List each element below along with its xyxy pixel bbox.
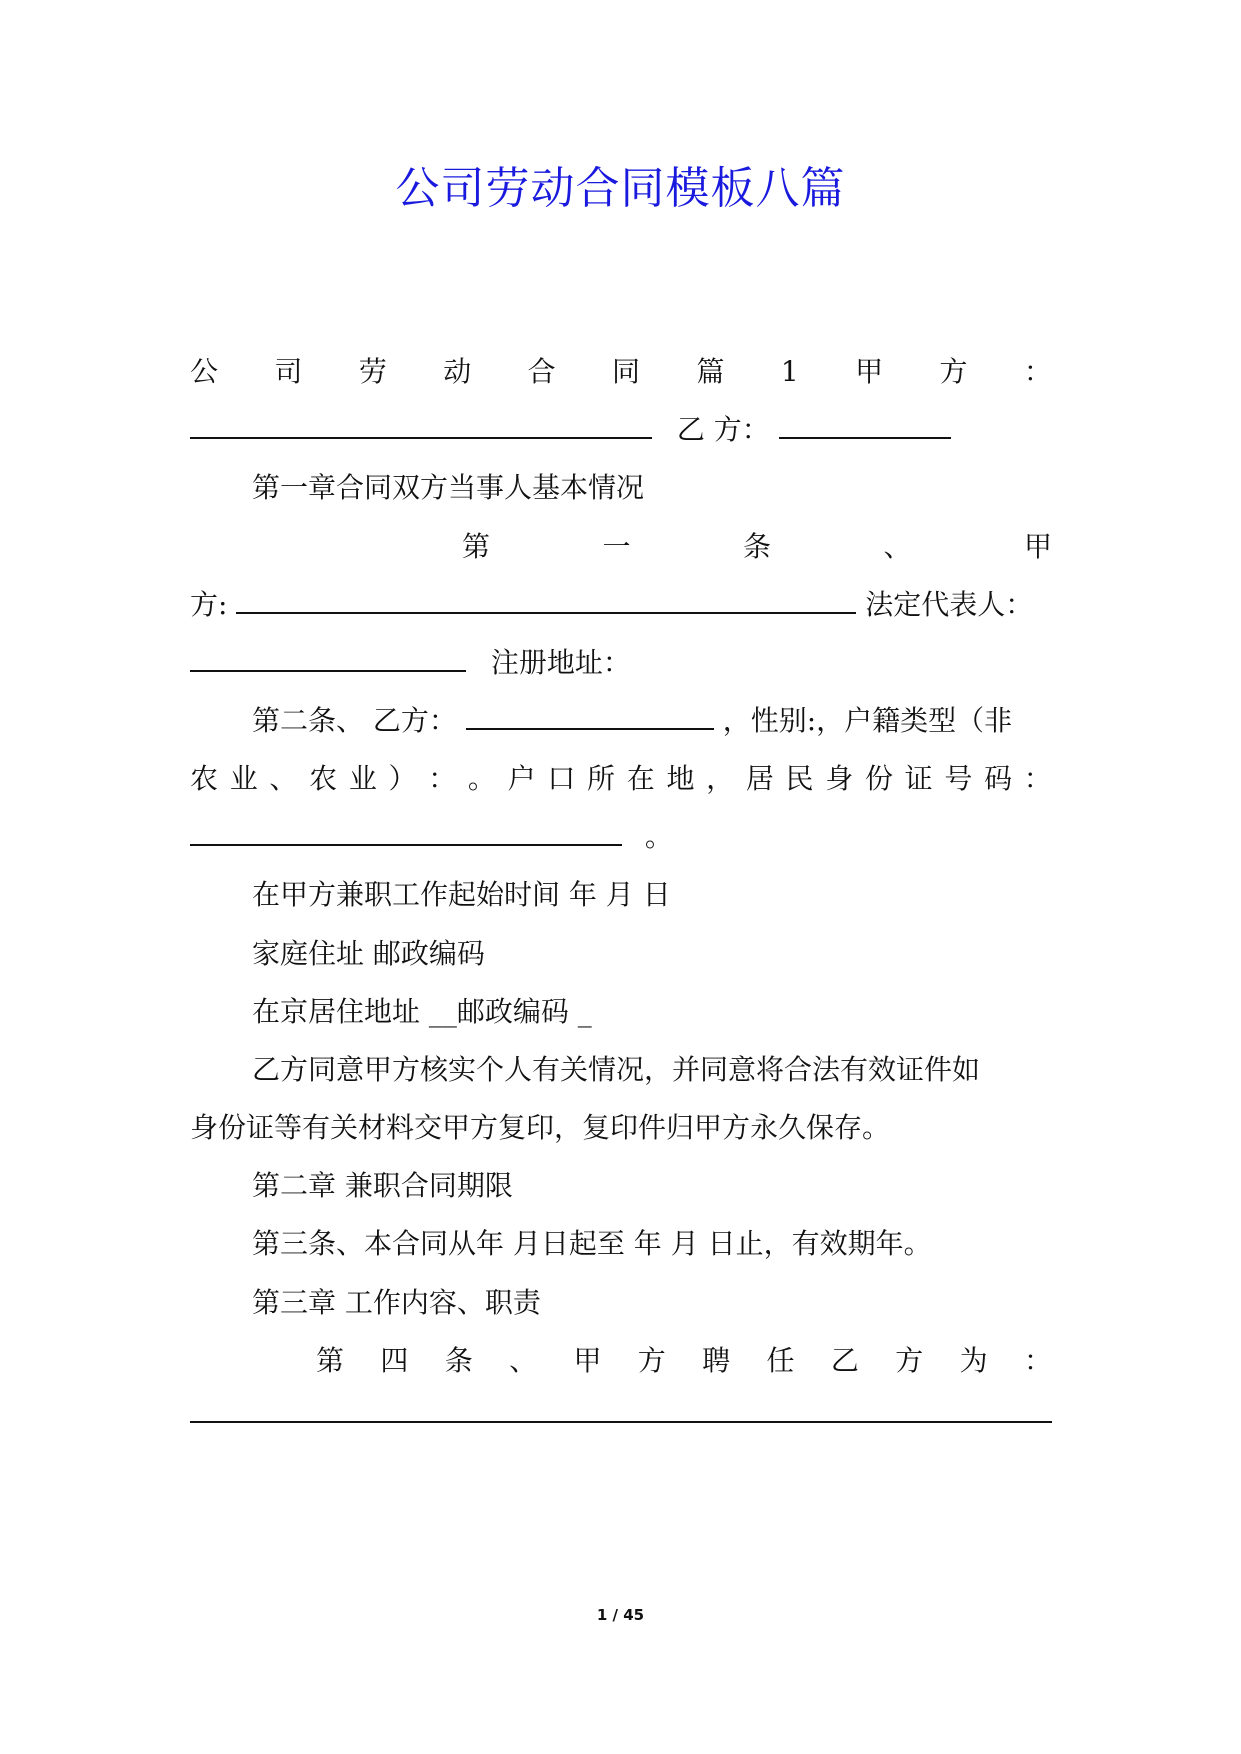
char: 在 [626, 762, 655, 795]
char: 条 [444, 1344, 473, 1377]
chapter-3-heading: 第三章 工作内容、职责 [252, 1286, 541, 1319]
char: 号 [944, 762, 973, 795]
line-verify-info: 乙方同意甲方核实个人有关情况，并同意将合法有效证件如 [252, 1053, 981, 1086]
line-id-blank [190, 815, 1052, 855]
line-party-b [190, 408, 1052, 448]
chapter-1-heading: 第一章合同双方当事人基本情况 [252, 471, 645, 504]
blank-line [190, 648, 466, 672]
char: ： [1023, 1344, 1052, 1377]
char: 民 [785, 762, 814, 795]
party-a-label: 方: [190, 588, 228, 621]
char: 第 [316, 1344, 345, 1377]
legal-rep-label: 法定代表人： [865, 588, 1034, 621]
char: ： [1023, 355, 1052, 388]
char: ： [1023, 762, 1052, 795]
line-party-a-legal-rep [190, 583, 1052, 623]
char: ， [706, 762, 735, 795]
party-b-label: 乙 方： [676, 413, 770, 446]
article-2-label: 第二条、 乙方： [252, 704, 457, 737]
char: 司 [274, 355, 303, 388]
char: 第 [462, 530, 491, 563]
line-heading-party-a [190, 350, 1052, 390]
char: 方 [895, 1344, 924, 1377]
char: ： [428, 762, 457, 795]
char: 条 [742, 530, 771, 563]
char: 聘 [702, 1344, 731, 1377]
char: 合 [527, 355, 556, 388]
registered-address-label: 注册地址： [490, 646, 631, 679]
char: 农 [190, 762, 219, 795]
char: 、 [269, 762, 298, 795]
char: 业 [229, 762, 258, 795]
article-3-term: 第三条、本合同从年 月日起至 年 月 日止，有效期年。 [252, 1227, 932, 1260]
char: 甲 [573, 1344, 602, 1377]
char: 地 [666, 762, 695, 795]
line-registered-address [190, 641, 1052, 681]
article-1-heading [190, 525, 1052, 565]
line-beijing-address: 在京居住地址 __邮政编码 _ [252, 995, 592, 1028]
char: 居 [745, 762, 774, 795]
char: 口 [547, 762, 576, 795]
blank-line [779, 415, 951, 439]
char: 、 [883, 530, 912, 563]
char: 同 [612, 355, 641, 388]
char: 乙 [830, 1344, 859, 1377]
char: 方 [939, 355, 968, 388]
char: 证 [904, 762, 933, 795]
char: 劳 [358, 355, 387, 388]
blank-line [190, 822, 622, 846]
page-number: 1 / 45 [596, 1606, 645, 1624]
char: 农 [309, 762, 338, 795]
line-home-address: 家庭住址 邮政编码 [252, 937, 485, 970]
char: 为 [959, 1344, 988, 1377]
char: 身 [825, 762, 854, 795]
line-start-time: 在甲方兼职工作起始时间 年 月 日 [252, 878, 671, 911]
line-position-blank [190, 1397, 1052, 1437]
period: 。 [644, 820, 673, 853]
document-title: 公司劳动合同模板八篇 [395, 163, 846, 214]
char: 公 [190, 355, 219, 388]
article-4-heading [190, 1339, 1052, 1379]
line-id-copy: 身份证等有关材料交甲方复印，复印件归甲方永久保存。 [190, 1111, 891, 1144]
char: 任 [766, 1344, 795, 1377]
char: 动 [443, 355, 472, 388]
char: 份 [864, 762, 893, 795]
char: 所 [587, 762, 616, 795]
line-household-id [190, 757, 1052, 797]
blank-line [236, 590, 856, 614]
char: 、 [509, 1344, 538, 1377]
chapter-2-heading: 第二章 兼职合同期限 [252, 1169, 513, 1202]
char: 1 [780, 355, 799, 388]
char: 四 [380, 1344, 409, 1377]
char: 业 [348, 762, 377, 795]
char: 码 [984, 762, 1013, 795]
blank-line [190, 415, 652, 439]
char: 一 [602, 530, 631, 563]
char: 甲 [855, 355, 884, 388]
char: ） [388, 762, 417, 795]
char: 方 [637, 1344, 666, 1377]
article-2-party-b [190, 699, 1052, 739]
blank-line [190, 1399, 1052, 1423]
char: 。 [467, 762, 496, 795]
char: 户 [507, 762, 536, 795]
gender-household-label: ，性别:，户籍类型（非 [722, 704, 1013, 737]
char: 甲 [1023, 530, 1052, 563]
blank-line [466, 706, 714, 730]
char: 篇 [696, 355, 725, 388]
